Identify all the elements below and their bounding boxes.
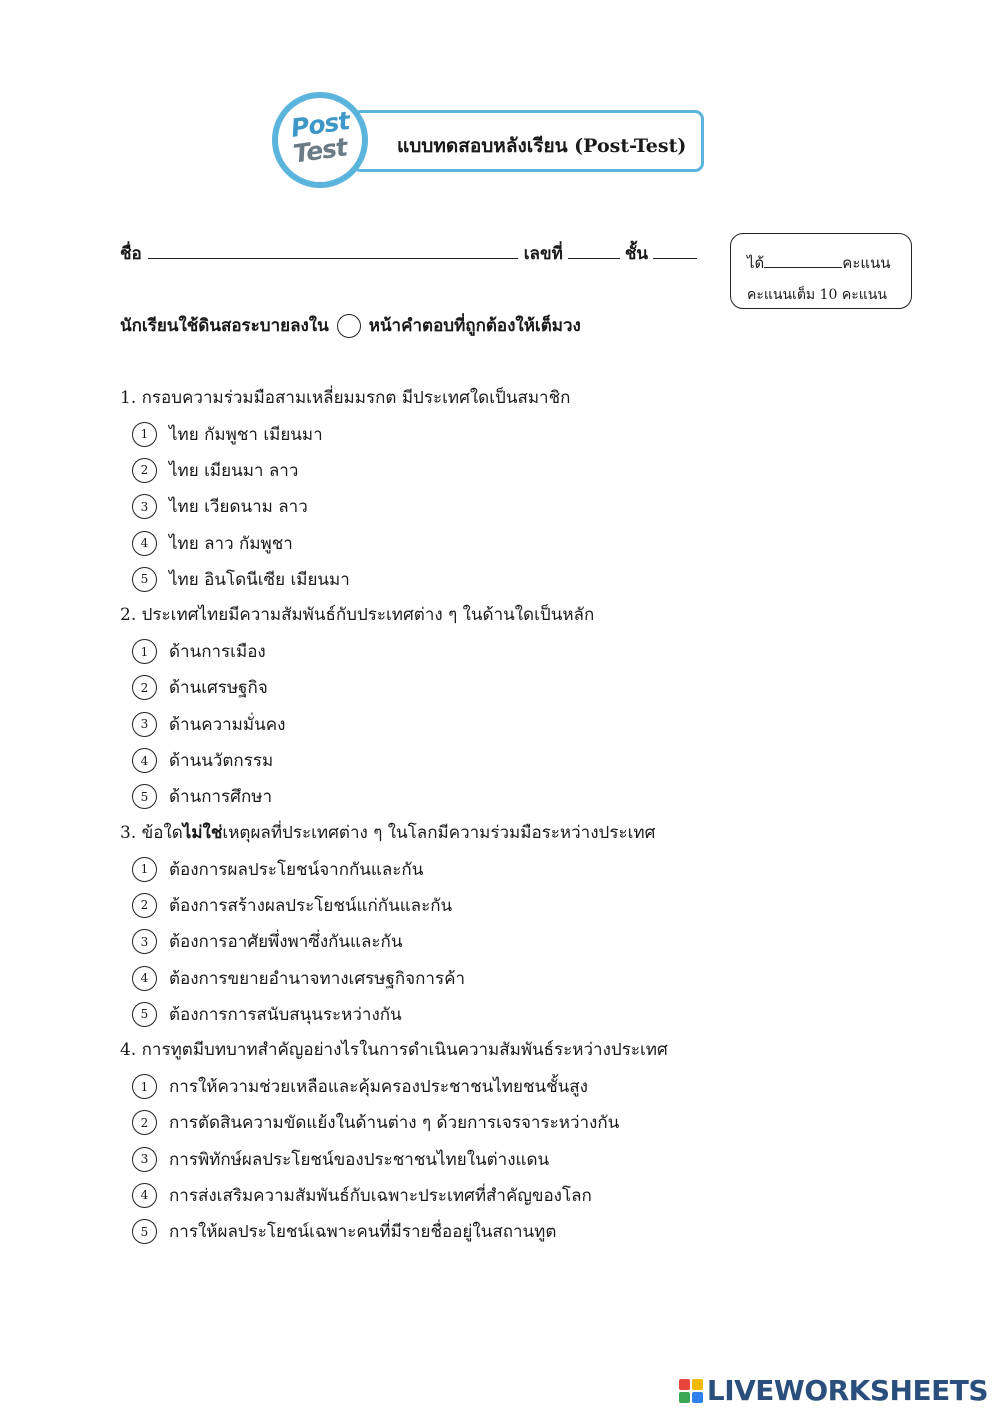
answer-text: ด้านการศึกษา bbox=[169, 787, 273, 808]
answer-bubble[interactable]: 3 bbox=[132, 712, 157, 737]
answer-bubble[interactable]: 1 bbox=[132, 857, 157, 882]
watermark-text: LIVEWORKSHEETS bbox=[706, 1374, 988, 1407]
logo-square bbox=[692, 1379, 703, 1390]
answer-bubble[interactable]: 4 bbox=[132, 1183, 157, 1208]
answer-option[interactable] bbox=[120, 1177, 880, 1213]
question-3 bbox=[120, 815, 880, 1032]
student-info-row bbox=[120, 240, 697, 267]
answer-bubble[interactable]: 2 bbox=[132, 893, 157, 918]
instruction-after: หน้าคำตอบที่ถูกต้องให้เต็มวง bbox=[368, 316, 581, 336]
answer-text: ไทย เวียดนาม ลาว bbox=[169, 497, 308, 518]
answer-option[interactable] bbox=[120, 960, 880, 996]
answer-text: ต้องการการสนับสนุนระหว่างกัน bbox=[169, 1004, 402, 1025]
name-field[interactable] bbox=[148, 240, 518, 259]
instruction-before: นักเรียนใช้ดินสอระบายลงใน bbox=[120, 316, 329, 336]
answer-option[interactable] bbox=[120, 525, 880, 561]
logo-word-post: Post bbox=[289, 106, 351, 143]
answer-option[interactable] bbox=[120, 416, 880, 452]
question-4 bbox=[120, 1032, 880, 1249]
question-prefix: 4. การทูตมีบทบาทสำคัญอย่างไรในการดำเนินความสัมพันธ์ระหว่างประเทศ bbox=[120, 1040, 668, 1061]
logo-word-test: Test bbox=[291, 132, 349, 169]
post-test-logo bbox=[272, 92, 368, 188]
score-points-label: คะแนน bbox=[842, 254, 891, 272]
answer-text: การส่งเสริมความสัมพันธ์กับเฉพาะประเทศที่สำคัญของโลก bbox=[169, 1185, 592, 1206]
answer-bubble[interactable]: 3 bbox=[132, 1147, 157, 1172]
full-score-label: คะแนนเต็ม 10 คะแนน bbox=[747, 287, 887, 303]
score-box bbox=[730, 233, 912, 309]
answer-text: ต้องการสร้างผลประโยชน์แก่กันและกัน bbox=[169, 895, 453, 916]
answer-option[interactable] bbox=[120, 706, 880, 742]
class-field[interactable] bbox=[653, 240, 697, 259]
answer-option[interactable] bbox=[120, 561, 880, 597]
instruction bbox=[120, 312, 581, 339]
question-list bbox=[120, 380, 880, 1250]
answer-text: การให้ผลประโยชน์เฉพาะคนที่มีรายชื่ออยู่ในสถานทูต bbox=[169, 1222, 557, 1243]
answer-bubble[interactable]: 5 bbox=[132, 784, 157, 809]
question-1 bbox=[120, 380, 880, 597]
question-emphasis: ไม่ใช่ bbox=[182, 822, 223, 843]
answer-option[interactable] bbox=[120, 1141, 880, 1177]
answer-text: ด้านความมั่นคง bbox=[169, 714, 286, 735]
number-field[interactable] bbox=[568, 240, 620, 259]
answer-bubble[interactable]: 3 bbox=[132, 494, 157, 519]
page-header bbox=[272, 92, 712, 192]
answer-option[interactable] bbox=[120, 633, 880, 669]
score-field[interactable] bbox=[764, 253, 842, 268]
name-label: ชื่อ bbox=[120, 244, 142, 264]
logo-square bbox=[679, 1392, 690, 1403]
answer-bubble[interactable]: 5 bbox=[132, 1002, 157, 1027]
question-text bbox=[120, 597, 880, 633]
answer-bubble[interactable]: 2 bbox=[132, 458, 157, 483]
answer-text: ไทย กัมพูชา เมียนมา bbox=[169, 424, 323, 445]
answer-option[interactable] bbox=[120, 1105, 880, 1141]
answer-text: ต้องการขยายอำนาจทางเศรษฐกิจการค้า bbox=[169, 968, 466, 989]
class-label: ชั้น bbox=[624, 244, 648, 264]
answer-option[interactable] bbox=[120, 489, 880, 525]
answer-bubble[interactable]: 3 bbox=[132, 929, 157, 954]
answer-option[interactable] bbox=[120, 452, 880, 488]
answer-bubble[interactable]: 5 bbox=[132, 1219, 157, 1244]
answer-text: การพิทักษ์ผลประโยชน์ของประชาชนไทยในต่างแดน bbox=[169, 1149, 550, 1170]
question-text bbox=[120, 815, 880, 851]
answer-text: ไทย ลาว กัมพูชา bbox=[169, 533, 293, 554]
answer-option[interactable] bbox=[120, 670, 880, 706]
answer-text: การให้ความช่วยเหลือและคุ้มครองประชาชนไทยชนชั้นสูง bbox=[169, 1077, 588, 1098]
answer-bubble[interactable]: 1 bbox=[132, 422, 157, 447]
answer-option[interactable] bbox=[120, 779, 880, 815]
answer-bubble[interactable]: 2 bbox=[132, 675, 157, 700]
answer-bubble[interactable]: 2 bbox=[132, 1110, 157, 1135]
title-box bbox=[352, 110, 704, 172]
logo-square bbox=[692, 1392, 703, 1403]
answer-option[interactable] bbox=[120, 851, 880, 887]
question-prefix: 1. กรอบความร่วมมือสามเหลี่ยมมรกต มีประเทศใดเป็นสมาชิก bbox=[120, 388, 571, 408]
question-prefix: 2. ประเทศไทยมีความสัมพันธ์กับประเทศต่าง ๆ ในด้านใดเป็นหลัก bbox=[120, 605, 595, 626]
answer-text: การตัดสินความขัดแย้งในด้านต่าง ๆ ด้วยการเจรจาระหว่างกัน bbox=[169, 1113, 620, 1134]
page-title: แบบทดสอบหลังเรียน (Post-Test) bbox=[397, 135, 687, 157]
answer-text: ต้องการอาศัยพึ่งพาซึ่งกันและกัน bbox=[169, 932, 403, 953]
answer-option[interactable] bbox=[120, 742, 880, 778]
answer-option[interactable] bbox=[120, 924, 880, 960]
answer-bubble[interactable]: 1 bbox=[132, 1074, 157, 1099]
logo-square bbox=[679, 1379, 690, 1390]
answer-bubble[interactable]: 1 bbox=[132, 639, 157, 664]
answer-bubble[interactable]: 4 bbox=[132, 531, 157, 556]
question-prefix: 3. ข้อใด bbox=[120, 822, 183, 843]
answer-option[interactable] bbox=[120, 996, 880, 1032]
question-suffix: เหตุผลที่ประเทศต่าง ๆ ในโลกมีความร่วมมือระหว่างประเทศ bbox=[222, 822, 656, 843]
answer-text: ต้องการผลประโยชน์จากกันและกัน bbox=[169, 859, 424, 880]
answer-option[interactable] bbox=[120, 1214, 880, 1250]
score-got-label: ได้ bbox=[747, 254, 765, 272]
question-text bbox=[120, 380, 880, 416]
question-text bbox=[120, 1032, 880, 1068]
question-2 bbox=[120, 597, 880, 814]
circle-icon bbox=[337, 314, 361, 338]
answer-text: ด้านการเมือง bbox=[169, 642, 266, 663]
answer-bubble[interactable]: 4 bbox=[132, 966, 157, 991]
answer-option[interactable] bbox=[120, 887, 880, 923]
answer-option[interactable] bbox=[120, 1068, 880, 1104]
liveworksheets-logo-icon bbox=[679, 1379, 703, 1403]
answer-text: ไทย เมียนมา ลาว bbox=[169, 460, 299, 481]
answer-text: ไทย อินโดนีเซีย เมียนมา bbox=[169, 569, 350, 590]
answer-bubble[interactable]: 4 bbox=[132, 748, 157, 773]
answer-bubble[interactable]: 5 bbox=[132, 567, 157, 592]
answer-text: ด้านนวัตกรรม bbox=[169, 751, 274, 772]
liveworksheets-watermark bbox=[679, 1374, 988, 1407]
answer-text: ด้านเศรษฐกิจ bbox=[169, 678, 268, 699]
number-label: เลขที่ bbox=[523, 244, 563, 264]
